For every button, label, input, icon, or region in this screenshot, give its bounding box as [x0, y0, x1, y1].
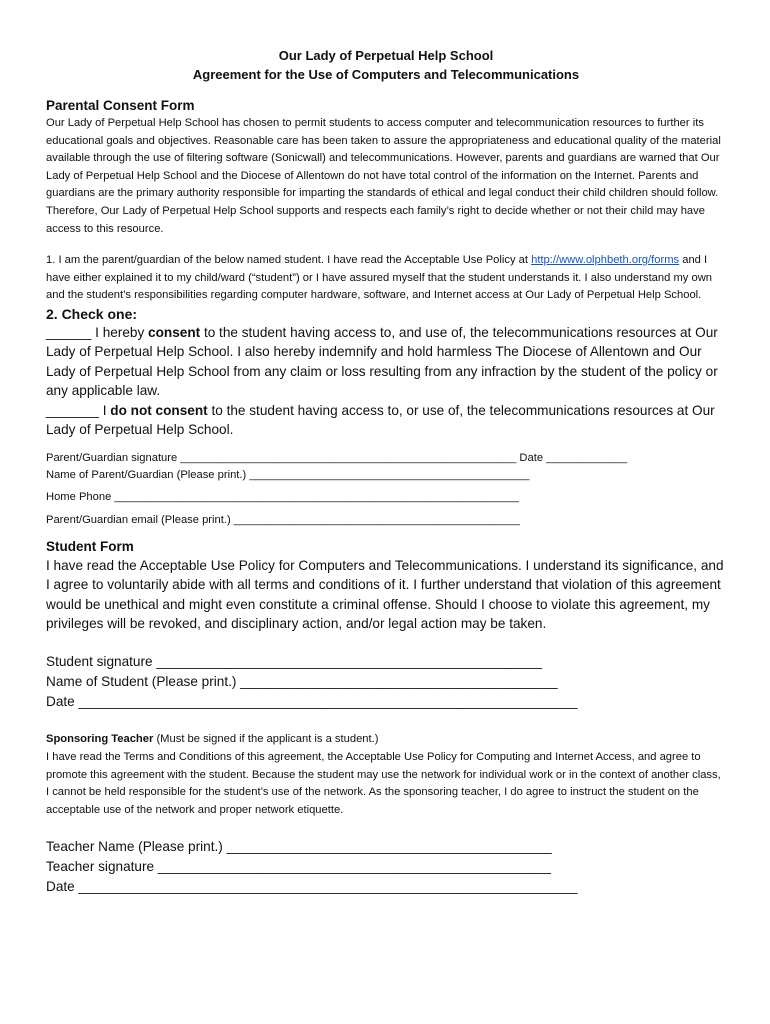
consent-blank[interactable]: ______ I hereby	[46, 324, 149, 340]
no-consent-text: to the student having access to, or use of, the telecommunications resources at Our Lady of Perpetual Help School.	[46, 402, 715, 438]
no-consent-option	[46, 401, 726, 440]
consent-text: to the student having access to, and use of, the telecommunications resources at Our Lady of Perpetual Help School. I also hereby indemnify and hold harmless The Diocese of Allentown and Our Lady of Perpetual Help School from any claim or loss resulting from any infraction by the student of the policy or any applicable law.	[46, 324, 718, 399]
parent-email-line[interactable]: Parent/Guardian email (Please print.) ______________________________________________	[46, 513, 520, 526]
student-date-line[interactable]: Date __________________________________________________________________	[46, 693, 578, 709]
student-name-line[interactable]: Name of Student (Please print.) __________________________________________	[46, 673, 558, 689]
parental-intro-paragraph: Our Lady of Perpetual Help School has chosen to permit students to access computer and telecommunication resources to further its educational goals and objectives. Reasonable care has been taken to assure the appropriateness and educational quality of the material available through the use of filtering software (Sonicwall) and telecommunications. However, parents and guardians are warned that Our Lady of Perpetual Help School and the Diocese of Allentown do not have total control of the information on the Internet. Parents and guardians are the primary authority responsible for imparting the standards of ethical and legal conduct their child children should follow. Therefore, Our Lady of Perpetual Help School supports and respects each family’s right to decide whether or not their child may have access to this resource.	[46, 117, 721, 235]
item-1-text-before: 1. I am the parent/guardian of the below named student. I have read the Acceptable Use Policy at	[46, 254, 528, 267]
no-consent-blank[interactable]: _______ I	[46, 402, 111, 418]
student-signature-line[interactable]: Student signature ___________________________________________________	[46, 653, 542, 669]
school-name: Our Lady of Perpetual Help School	[278, 48, 494, 63]
teacher-date-line[interactable]: Date __________________________________________________________________	[46, 878, 578, 894]
check-one-heading: 2. Check one:	[46, 305, 138, 322]
document-header	[46, 46, 726, 84]
home-phone-line[interactable]: Home Phone _________________________________________________________________	[46, 490, 519, 503]
document-title: Agreement for the Use of Computers and Telecommunications	[192, 67, 580, 82]
forms-link[interactable]: http://www.olphbeth.org/forms	[531, 254, 680, 267]
student-agreement-paragraph: I have read the Acceptable Use Policy for Computers and Telecommunications. I understand its significance, and I agree to voluntarily abide with all terms and conditions of it. I further understand that violation of this agreement would be unethical and might even constitute a criminal offense. Should I choose to violate this agreement, my privileges will be revoked, and disciplinary action, and/or legal action may be taken.	[46, 557, 724, 632]
parental-consent-heading: Parental Consent Form	[46, 98, 195, 113]
parent-signature-line[interactable]: Parent/Guardian signature ______________________________________________________ Date _____________	[46, 451, 628, 464]
teacher-agreement-paragraph: I have read the Terms and Conditions of this agreement, the Acceptable Use Policy for Computing and Internet Access, and agree to promote this agreement with the student. Because the student may use the network for individual work or in the context of another class, I cannot be held responsible for the student’s use of the network. As the sponsoring teacher, I do agree to instruct the student on the acceptable use of the network and proper network etiquette.	[46, 750, 721, 816]
teacher-heading-note: (Must be signed if the applicant is a student.)	[153, 733, 379, 746]
parental-item-1	[46, 252, 726, 305]
consent-option	[46, 323, 726, 401]
document-page	[46, 46, 726, 897]
sponsoring-teacher-heading	[46, 731, 726, 749]
teacher-heading-bold: Sponsoring Teacher	[46, 733, 154, 746]
no-consent-bold: do not consent	[110, 402, 208, 418]
student-form-heading: Student Form	[46, 538, 134, 554]
parent-name-line[interactable]: Name of Parent/Guardian (Please print.) _____________________________________________	[46, 468, 530, 481]
consent-bold: consent	[148, 324, 201, 340]
teacher-signature-line[interactable]: Teacher signature ____________________________________________________	[46, 859, 551, 875]
teacher-name-line[interactable]: Teacher Name (Please print.) ___________________________________________	[46, 839, 552, 855]
item-1-text-after: and I have either explained it to my child/ward (“student”) or I have assured myself that the student understands it. I also understand my own and the student’s responsibilities regarding computer hardware, software, and Internet access at Our Lady of Perpetual Help School.	[46, 254, 713, 302]
